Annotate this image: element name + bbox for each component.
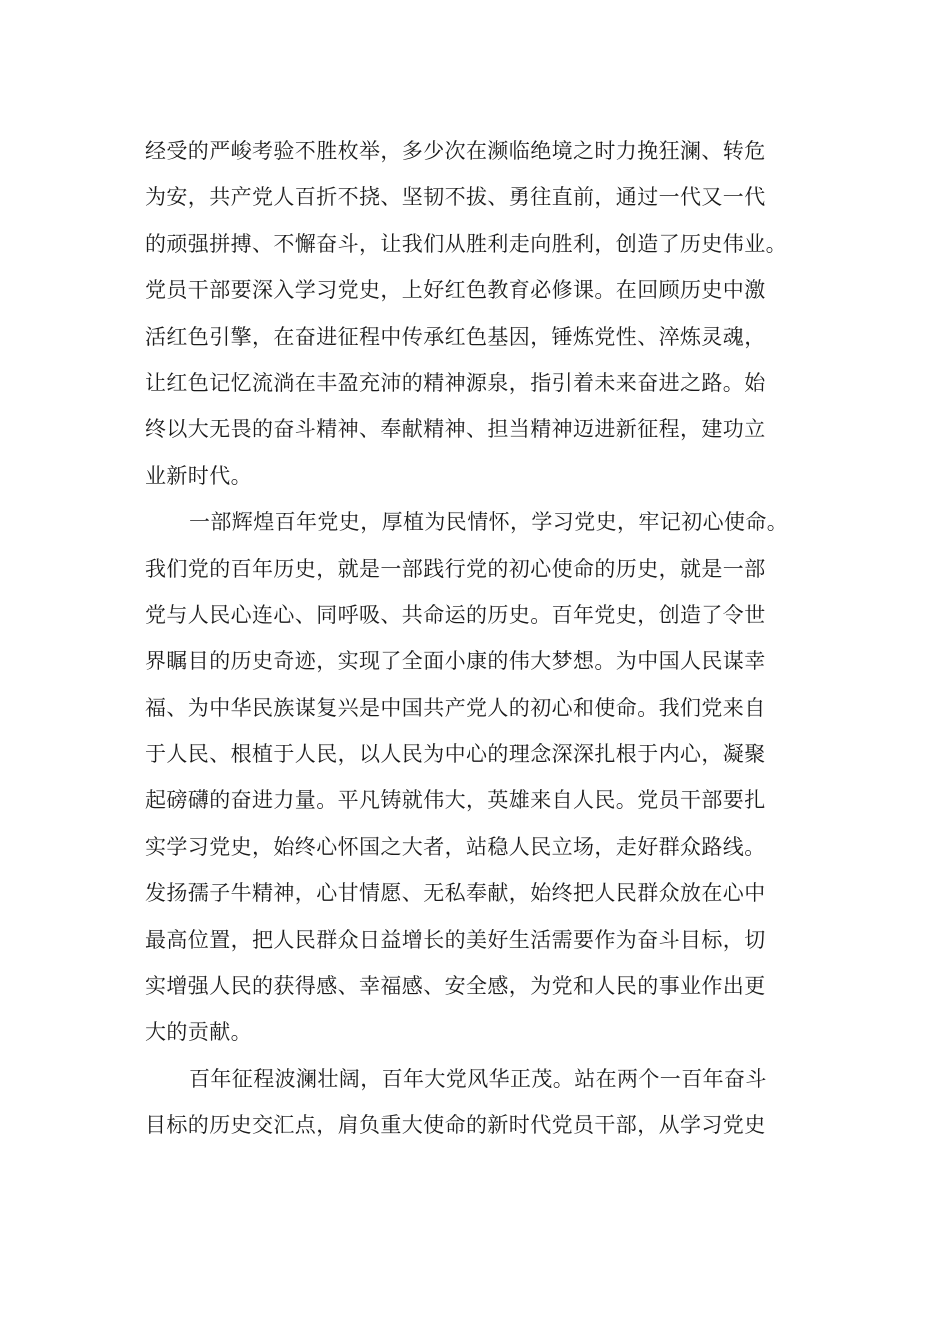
text-line: 最高位置，把人民群众日益增长的美好生活需要作为奋斗目标，切 xyxy=(145,927,766,952)
text-line: 业新时代。 xyxy=(145,463,252,488)
text-line: 发扬孺子牛精神，心甘情愿、无私奉献，始终把人民群众放在心中 xyxy=(145,881,766,906)
text-line: 起磅礴的奋进力量。平凡铸就伟大，英雄来自人民。党员干部要扎 xyxy=(145,788,766,813)
text-line: 实增强人民的获得感、幸福感、安全感，为党和人民的事业作出更 xyxy=(145,974,766,999)
text-line: 为安，共产党人百折不挠、坚韧不拔、勇往直前，通过一代又一代 xyxy=(145,185,766,210)
text-line: 党员干部要深入学习党史，上好红色教育必修课。在回顾历史中激 xyxy=(145,278,766,303)
text-line: 经受的严峻考验不胜枚举，多少次在濒临绝境之时力挽狂澜、转危 xyxy=(145,139,766,163)
paragraph-first-line: 一部辉煌百年党史，厚植为民情怀，学习党史，牢记初心使命。 xyxy=(189,510,789,535)
text-line: 党与人民心连心、同呼吸、共命运的历史。百年党史，创造了令世 xyxy=(145,602,766,627)
text-line: 让红色记忆流淌在丰盈充沛的精神源泉，指引着未来奋进之路。始 xyxy=(145,370,766,395)
text-line: 福、为中华民族谋复兴是中国共产党人的初心和使命。我们党来自 xyxy=(145,695,766,720)
text-line: 大的贡献。 xyxy=(145,1020,252,1045)
body-text xyxy=(145,128,805,1149)
text-line: 的顽强拼搏、不懈奋斗，让我们从胜利走向胜利，创造了历史伟业。 xyxy=(145,231,787,256)
text-line: 活红色引擎，在奋进征程中传承红色基因，锤炼党性、淬炼灵魂， xyxy=(145,324,766,349)
text-line: 目标的历史交汇点，肩负重大使命的新时代党员干部，从学习党史 xyxy=(145,1113,766,1138)
text-line: 于人民、根植于人民，以人民为中心的理念深深扎根于内心，凝聚 xyxy=(145,742,766,767)
text-line: 界瞩目的历史奇迹，实现了全面小康的伟大梦想。为中国人民谋幸 xyxy=(145,649,766,674)
text-line: 实学习党史，始终心怀国之大者，站稳人民立场，走好群众路线。 xyxy=(145,834,766,859)
text-line: 终以大无畏的奋斗精神、奉献精神、担当精神迈进新征程，建功立 xyxy=(145,417,766,442)
paragraph-first-line: 百年征程波澜壮阔，百年大党风华正茂。站在两个一百年奋斗 xyxy=(189,1066,767,1091)
text-line: 我们党的百年历史，就是一部践行党的初心使命的历史，就是一部 xyxy=(145,556,766,581)
